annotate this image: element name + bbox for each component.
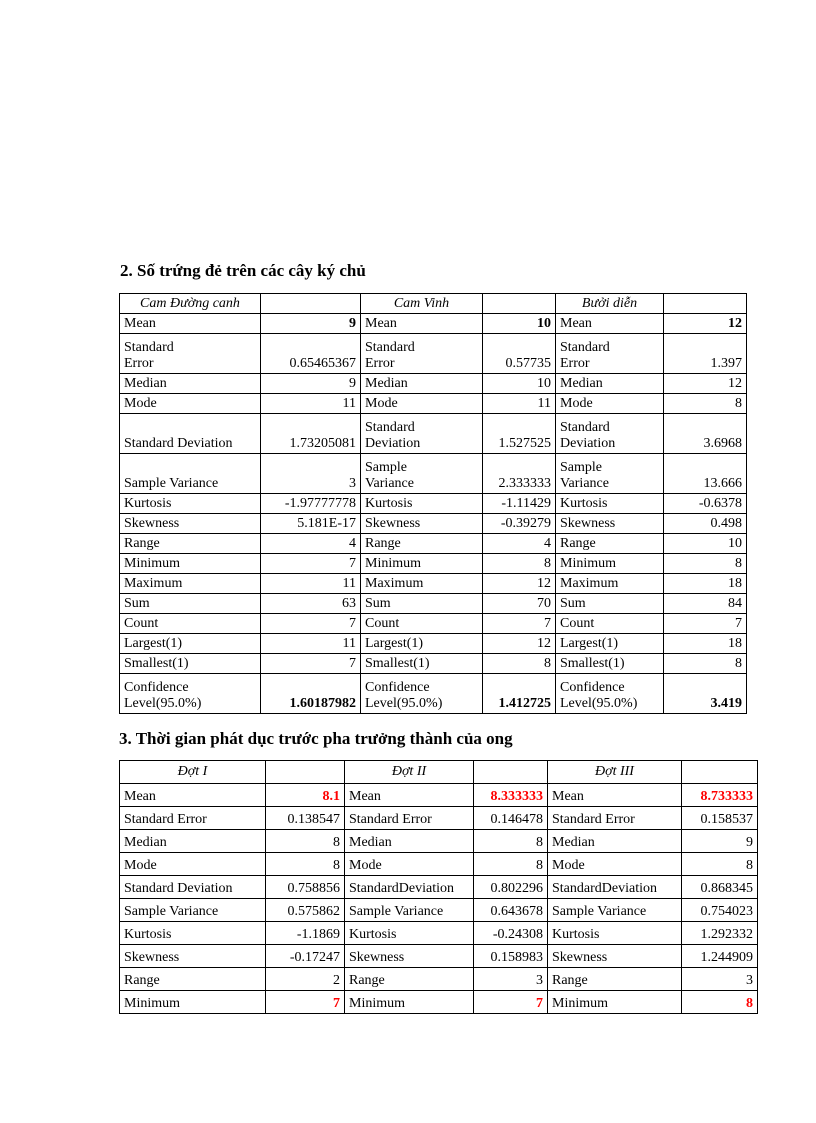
stat-value: 10 xyxy=(664,534,747,554)
stat-value: 4 xyxy=(483,534,556,554)
stat-label: Skewness xyxy=(120,514,261,534)
stat-value: 8 xyxy=(266,830,345,853)
stat-label: Mode xyxy=(120,853,266,876)
stat-label: Mean xyxy=(361,314,483,334)
stat-value: 12 xyxy=(483,634,556,654)
stat-label: Mode xyxy=(548,853,682,876)
stat-label: Largest(1) xyxy=(120,634,261,654)
stat-value: 70 xyxy=(483,594,556,614)
stat-label: Minimum xyxy=(120,554,261,574)
stat-value: 8 xyxy=(474,830,548,853)
empty-header-cell xyxy=(266,761,345,784)
stat-value: 7 xyxy=(483,614,556,634)
stat-label: Median xyxy=(361,374,483,394)
stat-value: 1.60187982 xyxy=(261,674,361,714)
stat-label: Smallest(1) xyxy=(556,654,664,674)
stat-label: Maximum xyxy=(361,574,483,594)
stat-label: Standard Error xyxy=(548,807,682,830)
stat-value: 8.733333 xyxy=(682,784,758,807)
stat-value: 18 xyxy=(664,574,747,594)
table-body xyxy=(120,294,747,714)
empty-header-cell xyxy=(483,294,556,314)
stat-value: 8 xyxy=(664,554,747,574)
stat-label: Sum xyxy=(120,594,261,614)
stat-value: 12 xyxy=(664,374,747,394)
stat-value: 4 xyxy=(261,534,361,554)
stat-value: 7 xyxy=(261,614,361,634)
stat-label: Kurtosis xyxy=(120,494,261,514)
stat-value: 1.292332 xyxy=(682,922,758,945)
stat-label: Standard Error xyxy=(120,334,261,374)
column-header: Đợt III xyxy=(548,761,682,784)
stat-value: 3 xyxy=(261,454,361,494)
table-row xyxy=(120,374,747,394)
stat-value: 12 xyxy=(483,574,556,594)
table-row xyxy=(120,634,747,654)
stat-label: Sample Variance xyxy=(361,454,483,494)
stat-label: Median xyxy=(345,830,474,853)
stat-label: Mode xyxy=(361,394,483,414)
stat-value: 5.181E-17 xyxy=(261,514,361,534)
stat-label: Largest(1) xyxy=(556,634,664,654)
stat-label: Sum xyxy=(361,594,483,614)
table-body xyxy=(120,761,758,1014)
stat-value: -1.11429 xyxy=(483,494,556,514)
stat-value: 9 xyxy=(682,830,758,853)
stat-label: Confidence Level(95.0%) xyxy=(361,674,483,714)
stat-label: Confidence Level(95.0%) xyxy=(120,674,261,714)
section-3-title: 3. Thời gian phát dục trước pha trưởng thành của ong xyxy=(119,729,513,748)
stat-value: 0.868345 xyxy=(682,876,758,899)
table-row xyxy=(120,394,747,414)
stat-label: Mean xyxy=(345,784,474,807)
table-row xyxy=(120,334,747,374)
stat-label: Mode xyxy=(556,394,664,414)
stat-label: Kurtosis xyxy=(556,494,664,514)
table-row xyxy=(120,674,747,714)
stat-label: Kurtosis xyxy=(548,922,682,945)
stat-label: Skewness xyxy=(556,514,664,534)
stat-value: 7 xyxy=(261,554,361,574)
empty-header-cell xyxy=(664,294,747,314)
table-row xyxy=(120,807,758,830)
stat-label: Median xyxy=(556,374,664,394)
stat-label: Confidence Level(95.0%) xyxy=(556,674,664,714)
stat-value: 1.73205081 xyxy=(261,414,361,454)
table-row xyxy=(120,876,758,899)
stat-label: Standard Error xyxy=(120,807,266,830)
stat-label: Standard Deviation xyxy=(361,414,483,454)
table-row xyxy=(120,554,747,574)
stat-label: Median xyxy=(548,830,682,853)
empty-header-cell xyxy=(682,761,758,784)
stat-label: Sample Variance xyxy=(556,454,664,494)
stat-label: Standard Error xyxy=(556,334,664,374)
stat-value: -0.39279 xyxy=(483,514,556,534)
stat-value: 11 xyxy=(483,394,556,414)
stat-label: Skewness xyxy=(361,514,483,534)
stat-value: 8 xyxy=(266,853,345,876)
stat-label: Kurtosis xyxy=(345,922,474,945)
stat-label: Kurtosis xyxy=(361,494,483,514)
table-row xyxy=(120,574,747,594)
column-header: Cam Đường canh xyxy=(120,294,261,314)
stat-value: 0.158537 xyxy=(682,807,758,830)
stat-label: Range xyxy=(361,534,483,554)
table-row xyxy=(120,784,758,807)
stat-label: Standard Deviation xyxy=(120,414,261,454)
stat-value: 0.498 xyxy=(664,514,747,534)
stat-value: 2 xyxy=(266,968,345,991)
stat-value: 0.146478 xyxy=(474,807,548,830)
stat-value: 18 xyxy=(664,634,747,654)
stat-label: Maximum xyxy=(120,574,261,594)
table-header-row xyxy=(120,294,747,314)
stat-value: 3.419 xyxy=(664,674,747,714)
stat-label: Mode xyxy=(120,394,261,414)
stat-value: 9 xyxy=(261,314,361,334)
stat-value: 9 xyxy=(261,374,361,394)
table-row xyxy=(120,494,747,514)
stat-label: Sample Variance xyxy=(548,899,682,922)
stat-value: -1.1869 xyxy=(266,922,345,945)
stat-value: 0.758856 xyxy=(266,876,345,899)
table-row xyxy=(120,922,758,945)
stat-label: Range xyxy=(345,968,474,991)
stat-label: Smallest(1) xyxy=(361,654,483,674)
stat-label: Sample Variance xyxy=(345,899,474,922)
stat-label: Minimum xyxy=(345,991,474,1014)
stat-value: 0.57735 xyxy=(483,334,556,374)
stat-label: Count xyxy=(556,614,664,634)
stat-value: 3 xyxy=(682,968,758,991)
stat-value: 11 xyxy=(261,394,361,414)
stat-value: 0.643678 xyxy=(474,899,548,922)
table-row xyxy=(120,594,747,614)
column-header: Cam Vinh xyxy=(361,294,483,314)
stat-value: 7 xyxy=(261,654,361,674)
stat-value: 7 xyxy=(266,991,345,1014)
stat-label: Range xyxy=(120,968,266,991)
table-row xyxy=(120,614,747,634)
stat-label: Maximum xyxy=(556,574,664,594)
stat-value: 0.575862 xyxy=(266,899,345,922)
stat-label: Median xyxy=(120,374,261,394)
stat-label: Range xyxy=(548,968,682,991)
column-header: Đợt I xyxy=(120,761,266,784)
stat-value: 8 xyxy=(682,991,758,1014)
stat-label: Sample Variance xyxy=(120,899,266,922)
stat-value: 0.138547 xyxy=(266,807,345,830)
stat-label: Range xyxy=(556,534,664,554)
stat-label: Minimum xyxy=(556,554,664,574)
stat-value: 13.666 xyxy=(664,454,747,494)
stat-value: 8.333333 xyxy=(474,784,548,807)
stat-value: -0.24308 xyxy=(474,922,548,945)
stat-label: Sum xyxy=(556,594,664,614)
table-row xyxy=(120,991,758,1014)
table-row xyxy=(120,454,747,494)
stat-value: 1.244909 xyxy=(682,945,758,968)
stat-label: Skewness xyxy=(345,945,474,968)
stat-value: -1.97777778 xyxy=(261,494,361,514)
stat-value: 12 xyxy=(664,314,747,334)
column-header: Bưởi diễn xyxy=(556,294,664,314)
stat-value: -0.17247 xyxy=(266,945,345,968)
stat-value: 8 xyxy=(483,654,556,674)
stat-value: 10 xyxy=(483,374,556,394)
stat-label: Standard Deviation xyxy=(556,414,664,454)
stat-value: 11 xyxy=(261,574,361,594)
stat-label: StandardDeviation xyxy=(548,876,682,899)
stat-label: Range xyxy=(120,534,261,554)
empty-header-cell xyxy=(261,294,361,314)
stat-value: -0.6378 xyxy=(664,494,747,514)
stat-label: Sample Variance xyxy=(120,454,261,494)
stat-label: Standard Error xyxy=(361,334,483,374)
table-row xyxy=(120,853,758,876)
stat-label: Mean xyxy=(556,314,664,334)
stat-value: 1.397 xyxy=(664,334,747,374)
empty-header-cell xyxy=(474,761,548,784)
stat-value: 63 xyxy=(261,594,361,614)
stat-value: 3.6968 xyxy=(664,414,747,454)
stat-value: 84 xyxy=(664,594,747,614)
stat-value: 10 xyxy=(483,314,556,334)
stat-value: 8.1 xyxy=(266,784,345,807)
stat-value: 0.802296 xyxy=(474,876,548,899)
table-row xyxy=(120,414,747,454)
stat-value: 0.158983 xyxy=(474,945,548,968)
stat-value: 8 xyxy=(682,853,758,876)
table-row xyxy=(120,654,747,674)
stat-label: Largest(1) xyxy=(361,634,483,654)
stat-value: 0.754023 xyxy=(682,899,758,922)
stat-label: Mean xyxy=(120,314,261,334)
table-row xyxy=(120,830,758,853)
table-header-row xyxy=(120,761,758,784)
stat-label: Minimum xyxy=(361,554,483,574)
stat-label: Smallest(1) xyxy=(120,654,261,674)
table-row xyxy=(120,899,758,922)
table-row xyxy=(120,314,747,334)
table-row xyxy=(120,968,758,991)
stat-label: Minimum xyxy=(120,991,266,1014)
stat-value: 2.333333 xyxy=(483,454,556,494)
stat-label: Count xyxy=(120,614,261,634)
stat-value: 0.65465367 xyxy=(261,334,361,374)
stat-label: Skewness xyxy=(120,945,266,968)
stat-label: Minimum xyxy=(548,991,682,1014)
stat-value: 1.412725 xyxy=(483,674,556,714)
stat-value: 11 xyxy=(261,634,361,654)
stat-label: Mean xyxy=(120,784,266,807)
host-plant-egg-stats-table xyxy=(119,293,747,714)
development-time-stats-table xyxy=(119,760,758,1014)
stat-label: Median xyxy=(120,830,266,853)
stat-value: 8 xyxy=(483,554,556,574)
section-2-title: 2. Số trứng đẻ trên các cây ký chủ xyxy=(120,261,366,280)
stat-value: 1.527525 xyxy=(483,414,556,454)
stat-value: 8 xyxy=(474,853,548,876)
stat-label: Mode xyxy=(345,853,474,876)
stat-value: 8 xyxy=(664,654,747,674)
stat-label: Count xyxy=(361,614,483,634)
table-row xyxy=(120,945,758,968)
stat-value: 7 xyxy=(664,614,747,634)
stat-value: 8 xyxy=(664,394,747,414)
stat-value: 7 xyxy=(474,991,548,1014)
table-row xyxy=(120,514,747,534)
stat-value: 3 xyxy=(474,968,548,991)
stat-label: Mean xyxy=(548,784,682,807)
stat-label: StandardDeviation xyxy=(345,876,474,899)
column-header: Đợt II xyxy=(345,761,474,784)
stat-label: Standard Deviation xyxy=(120,876,266,899)
stat-label: Kurtosis xyxy=(120,922,266,945)
stat-label: Standard Error xyxy=(345,807,474,830)
table-row xyxy=(120,534,747,554)
stat-label: Skewness xyxy=(548,945,682,968)
